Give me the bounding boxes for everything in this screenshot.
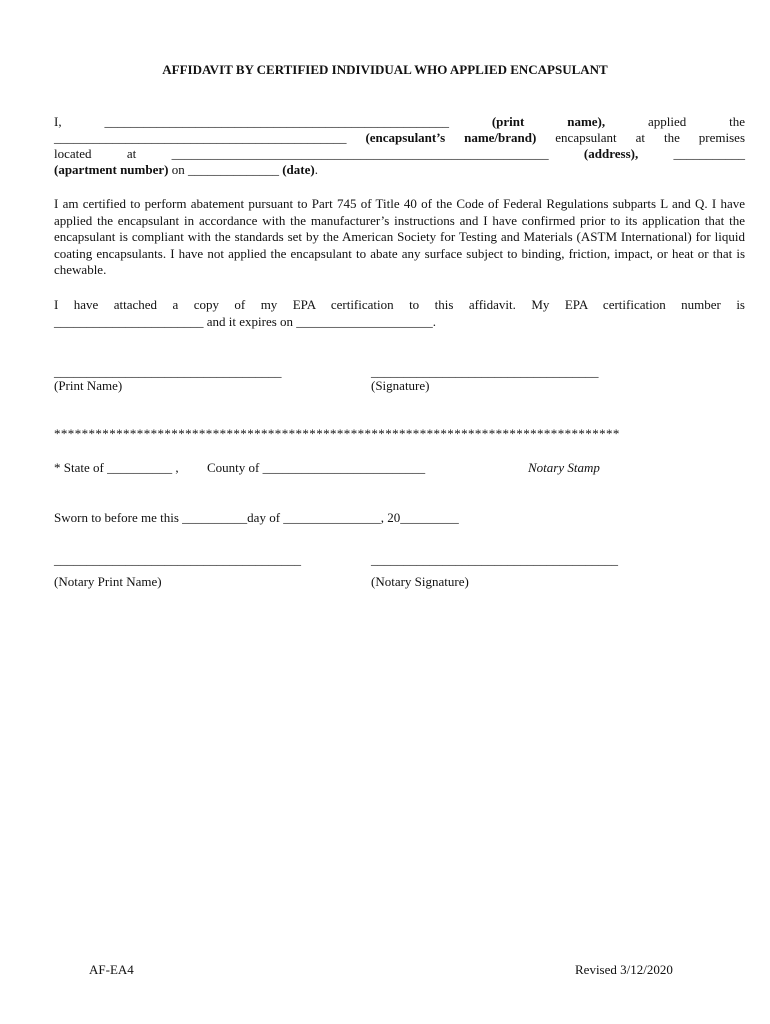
intro-line-4 [54, 162, 318, 178]
intro-text: applied [648, 114, 687, 129]
encapsulant-name-blank[interactable]: _____________________________________________ [54, 130, 347, 145]
notary-print-name-line[interactable]: ______________________________________ [54, 552, 301, 567]
revision-date: Revised 3/12/2020 [575, 962, 673, 977]
address-label: (address), [583, 146, 639, 161]
notary-print-name-caption: (Notary Print Name) [54, 574, 162, 589]
name-label: name), [567, 114, 606, 129]
notary-signature-line[interactable]: ______________________________________ [371, 552, 618, 567]
notary-stamp-label: Notary Stamp [528, 460, 600, 475]
print-name-blank[interactable]: _____________________________________________________ [104, 114, 449, 129]
intro-line-2 [54, 130, 745, 146]
intro-text: at [635, 130, 645, 145]
intro-text: I, [54, 114, 62, 129]
intro-text: premises [698, 130, 746, 145]
encapsulant-label: (encapsulant’s name/brand) [365, 130, 537, 145]
intro-text: the [729, 114, 746, 129]
form-id: AF-EA4 [89, 962, 134, 977]
intro-text: at [126, 146, 137, 161]
star-divider: ********************************************************************************** [54, 426, 620, 441]
sworn-line[interactable]: Sworn to before me this __________day of _______________, 20_________ [54, 510, 459, 525]
date-blank[interactable]: on ______________ [168, 162, 283, 177]
signature-caption: (Signature) [371, 378, 430, 393]
intro-text: . [314, 162, 318, 177]
county-field[interactable]: County of _________________________ [207, 460, 426, 475]
intro-text: the [663, 130, 680, 145]
date-label: (date) [282, 162, 315, 177]
apartment-blank[interactable]: ___________ [673, 146, 746, 161]
print-name-caption: (Print Name) [54, 378, 123, 393]
intro-text: encapsulant [555, 130, 617, 145]
epa-line-2[interactable]: _______________________ and it expires on _____________________. [54, 314, 437, 329]
intro-text: located [54, 146, 92, 161]
certification-statement: I am certified to perform abatement pursuant to Part 745 of Title 40 of the Code of Federal Regulations subparts L and Q. I have applied the encapsulant in accordance with the manufacturer’s instructions and I have confirmed prior to its application that the encapsulant is compliant with the standards set by the American Society for Testing and Materials (ASTM International) for liquid coating encapsulants. I have not applied the encapsulant to abate any surface subject to binding, friction, impact, or heat or that is chewable. [54, 196, 745, 278]
notary-signature-caption: (Notary Signature) [371, 574, 469, 589]
apartment-label: (apartment number) [54, 162, 169, 177]
epa-line-1: I have attached a copy of my EPA certification to this affidavit. My EPA certification number is [54, 297, 745, 312]
intro-line-3 [54, 146, 745, 162]
state-field[interactable]: * State of __________ , [54, 460, 179, 475]
address-blank[interactable]: __________________________________________________________ [171, 146, 549, 161]
intro-line-1 [54, 114, 745, 130]
print-label: (print [491, 114, 525, 129]
signature-line[interactable]: ___________________________________ [371, 364, 599, 379]
print-name-line[interactable]: ___________________________________ [54, 364, 282, 379]
document-title: AFFIDAVIT BY CERTIFIED INDIVIDUAL WHO APPLIED ENCAPSULANT [162, 62, 608, 77]
